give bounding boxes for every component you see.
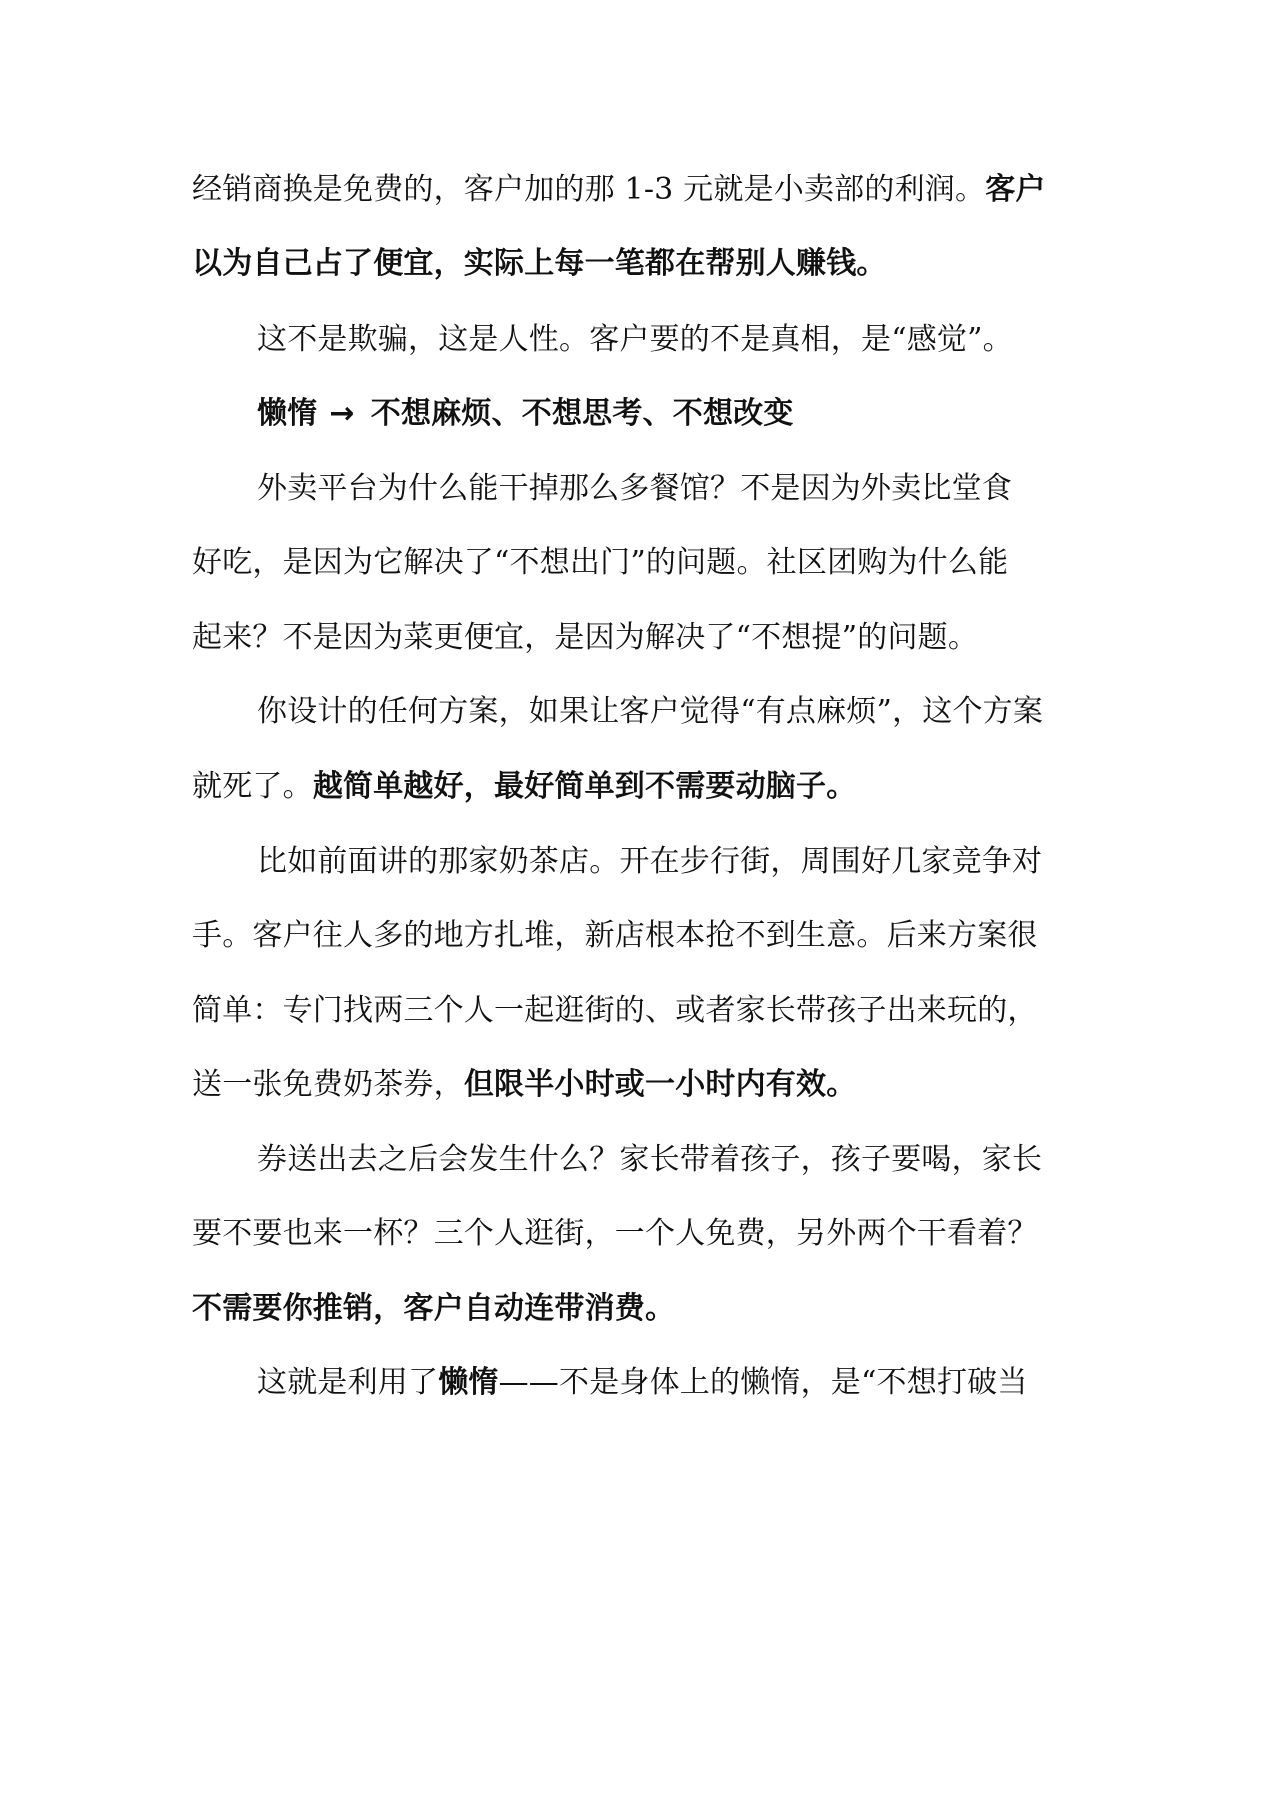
- section-heading: [257, 392, 1157, 436]
- text-run: 你设计的任何方案，如果让客户觉得“有点麻烦”，这个方案: [257, 694, 1044, 729]
- text-line: [192, 168, 1092, 212]
- text-run: 比如前面讲的那家奶茶店。开在步行街，周围好几家竞争对: [257, 844, 1043, 879]
- text-line: [257, 467, 1157, 511]
- text-run: ——不是身体上的懒惰，是“不想打破当: [498, 1365, 1028, 1400]
- text-line: [192, 616, 1092, 660]
- text-line: [192, 914, 1092, 958]
- text-line: [257, 690, 1157, 734]
- text-run: 起来？不是因为菜更便宜，是因为解决了“不想提”的问题。: [192, 620, 979, 655]
- text-run: 这不是欺骗，这是人性。客户要的不是真相，是“感觉”。: [257, 322, 1013, 357]
- text-run: 要不要也来一杯？三个人逛街，一个人免费，另外两个干看着？: [192, 1216, 1038, 1251]
- text-run: 好吃，是因为它解决了“不想出门”的问题。社区团购为什么能: [192, 545, 1009, 580]
- text-line: [192, 1063, 1092, 1107]
- text-run: 券送出去之后会发生什么？家长带着孩子，孩子要喝，家长: [257, 1142, 1043, 1177]
- text-line: [257, 1361, 1157, 1405]
- bold-text-run: 客户: [985, 172, 1046, 207]
- text-run: 送一张免费奶茶券，: [192, 1067, 464, 1102]
- text-run: 手。客户往人多的地方扎堆，新店根本抢不到生意。后来方案很: [192, 918, 1038, 953]
- text-line: [257, 318, 1157, 362]
- bold-text-run: 越简单越好，最好简单到不需要动脑子。: [312, 769, 857, 804]
- text-line: [192, 1287, 1092, 1331]
- heading-text: 不想麻烦、不想思考、不想改变: [370, 396, 794, 431]
- bold-text-run: 懒惰: [438, 1365, 499, 1400]
- text-run: 就死了。: [192, 769, 313, 804]
- bold-text-run: 但限半小时或一小时内有效。: [463, 1067, 857, 1102]
- text-line: [192, 989, 1092, 1033]
- text-line: [192, 242, 1092, 286]
- text-line: [257, 840, 1157, 884]
- bold-text-run: 不需要你推销，客户自动连带消费。: [192, 1291, 676, 1326]
- text-run: 简单：专门找两三个人一起逛街的、或者家长带孩子出来玩的，: [192, 993, 1038, 1028]
- text-line: [257, 1138, 1157, 1182]
- heading-keyword: 懒惰: [257, 396, 318, 431]
- text-line: [192, 1212, 1092, 1256]
- text-line: [192, 765, 1092, 809]
- bold-text-run: 以为自己占了便宜，实际上每一笔都在帮别人赚钱。: [192, 246, 887, 281]
- text-line: [192, 541, 1092, 585]
- text-run: 外卖平台为什么能干掉那么多餐馆？不是因为外卖比堂食: [257, 471, 1012, 506]
- text-run: 这就是利用了: [257, 1365, 439, 1400]
- text-run: 经销商换是免费的，客户加的那 1-3 元就是小卖部的利润。: [192, 172, 986, 207]
- arrow-icon: →: [329, 396, 355, 431]
